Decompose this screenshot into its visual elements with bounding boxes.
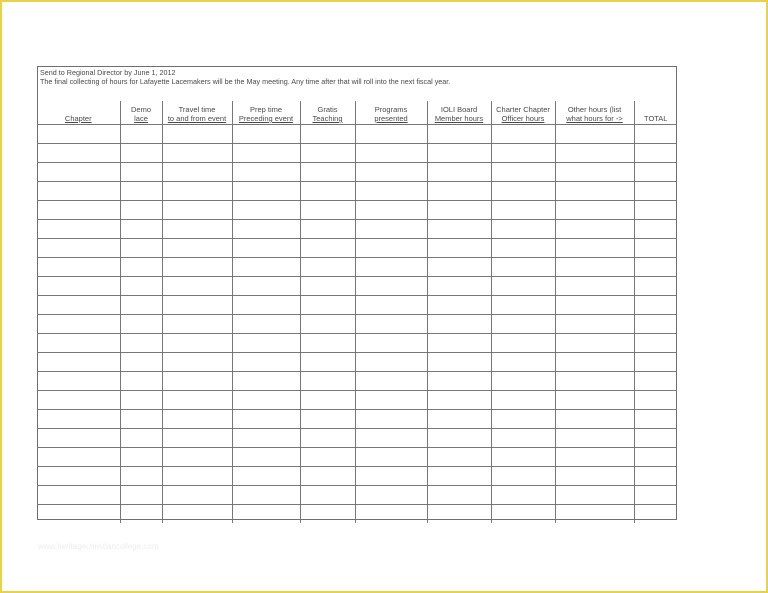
cell-travel-time[interactable] [162, 239, 232, 258]
col-header-demo-lace: Demo lace [120, 101, 162, 125]
table-row [37, 182, 677, 201]
watermark: www.heritagechristiancollege.com [38, 542, 159, 551]
cell-ioli-board[interactable] [427, 410, 491, 429]
cell-travel-time[interactable] [162, 163, 232, 182]
cell-gratis-teaching[interactable] [300, 315, 355, 334]
cell-prep-time[interactable] [232, 182, 300, 201]
cell-prep-time[interactable] [232, 277, 300, 296]
cell-programs-presented[interactable] [355, 334, 427, 353]
cell-chapter[interactable] [37, 353, 120, 372]
cell-programs-presented[interactable] [355, 296, 427, 315]
cell-demo-lace[interactable] [120, 334, 162, 353]
cell-ioli-board[interactable] [427, 429, 491, 448]
col-header-programs-presented: Programs presented [355, 101, 427, 125]
cell-prep-time[interactable] [232, 220, 300, 239]
cell-demo-lace[interactable] [120, 448, 162, 467]
cell-other-hours[interactable] [555, 429, 634, 448]
cell-charter-officer[interactable] [491, 239, 555, 258]
cell-ioli-board[interactable] [427, 334, 491, 353]
col-header-prep-time: Prep time Preceding event [232, 101, 300, 125]
cell-gratis-teaching[interactable] [300, 505, 355, 524]
cell-ioli-board[interactable] [427, 448, 491, 467]
cell-programs-presented[interactable] [355, 182, 427, 201]
cell-demo-lace[interactable] [120, 429, 162, 448]
cell-other-hours[interactable] [555, 391, 634, 410]
cell-ioli-board[interactable] [427, 239, 491, 258]
cell-ioli-board[interactable] [427, 125, 491, 144]
cell-other-hours[interactable] [555, 163, 634, 182]
cell-ioli-board[interactable] [427, 182, 491, 201]
col-header-ioli-board: IOLI Board Member hours [427, 101, 491, 125]
table-row [37, 163, 677, 182]
cell-chapter[interactable] [37, 258, 120, 277]
cell-gratis-teaching[interactable] [300, 182, 355, 201]
cell-charter-officer[interactable] [491, 182, 555, 201]
cell-other-hours[interactable] [555, 239, 634, 258]
cell-chapter[interactable] [37, 429, 120, 448]
cell-other-hours[interactable] [555, 258, 634, 277]
cell-gratis-teaching[interactable] [300, 201, 355, 220]
table-row [37, 125, 677, 144]
table-row [37, 505, 677, 524]
cell-charter-officer[interactable] [491, 220, 555, 239]
cell-travel-time[interactable] [162, 277, 232, 296]
col-header-chapter: Chapter [37, 101, 120, 125]
cell-programs-presented[interactable] [355, 391, 427, 410]
cell-total[interactable] [634, 505, 677, 524]
cell-total[interactable] [634, 353, 677, 372]
cell-chapter[interactable] [37, 277, 120, 296]
table-row [37, 391, 677, 410]
cell-gratis-teaching[interactable] [300, 467, 355, 486]
cell-other-hours[interactable] [555, 201, 634, 220]
cell-demo-lace[interactable] [120, 239, 162, 258]
cell-chapter[interactable] [37, 201, 120, 220]
cell-total[interactable] [634, 277, 677, 296]
cell-demo-lace[interactable] [120, 296, 162, 315]
hours-table-body [37, 125, 677, 524]
cell-charter-officer[interactable] [491, 201, 555, 220]
cell-gratis-teaching[interactable] [300, 486, 355, 505]
cell-prep-time[interactable] [232, 486, 300, 505]
cell-travel-time[interactable] [162, 144, 232, 163]
cell-charter-officer[interactable] [491, 353, 555, 372]
table-row [37, 486, 677, 505]
cell-total[interactable] [634, 258, 677, 277]
col-header-other-hours: Other hours (list what hours for -> [555, 101, 634, 125]
cell-chapter[interactable] [37, 125, 120, 144]
cell-ioli-board[interactable] [427, 372, 491, 391]
table-row [37, 334, 677, 353]
cell-charter-officer[interactable] [491, 486, 555, 505]
cell-charter-officer[interactable] [491, 144, 555, 163]
cell-chapter[interactable] [37, 144, 120, 163]
deadline-note: Send to Regional Director by June 1, 2012 [40, 68, 176, 77]
cell-prep-time[interactable] [232, 125, 300, 144]
cell-ioli-board[interactable] [427, 201, 491, 220]
cell-demo-lace[interactable] [120, 258, 162, 277]
cell-chapter[interactable] [37, 315, 120, 334]
cell-charter-officer[interactable] [491, 277, 555, 296]
cell-other-hours[interactable] [555, 182, 634, 201]
cell-demo-lace[interactable] [120, 144, 162, 163]
cell-prep-time[interactable] [232, 239, 300, 258]
hours-log-sheet [37, 66, 677, 520]
cell-demo-lace[interactable] [120, 467, 162, 486]
cell-gratis-teaching[interactable] [300, 372, 355, 391]
cell-ioli-board[interactable] [427, 486, 491, 505]
cell-ioli-board[interactable] [427, 220, 491, 239]
cell-prep-time[interactable] [232, 391, 300, 410]
cell-demo-lace[interactable] [120, 220, 162, 239]
cell-travel-time[interactable] [162, 201, 232, 220]
cell-charter-officer[interactable] [491, 258, 555, 277]
cell-chapter[interactable] [37, 391, 120, 410]
cell-travel-time[interactable] [162, 467, 232, 486]
cell-chapter[interactable] [37, 486, 120, 505]
cell-programs-presented[interactable] [355, 429, 427, 448]
cell-chapter[interactable] [37, 220, 120, 239]
cell-chapter[interactable] [37, 467, 120, 486]
cell-other-hours[interactable] [555, 125, 634, 144]
table-row [37, 410, 677, 429]
cell-gratis-teaching[interactable] [300, 391, 355, 410]
cell-ioli-board[interactable] [427, 258, 491, 277]
cell-programs-presented[interactable] [355, 258, 427, 277]
cell-total[interactable] [634, 163, 677, 182]
cell-demo-lace[interactable] [120, 353, 162, 372]
cell-demo-lace[interactable] [120, 163, 162, 182]
cell-prep-time[interactable] [232, 334, 300, 353]
cell-travel-time[interactable] [162, 410, 232, 429]
cell-other-hours[interactable] [555, 486, 634, 505]
cell-demo-lace[interactable] [120, 391, 162, 410]
cell-travel-time[interactable] [162, 220, 232, 239]
cell-programs-presented[interactable] [355, 220, 427, 239]
cell-other-hours[interactable] [555, 334, 634, 353]
cell-gratis-teaching[interactable] [300, 448, 355, 467]
cell-other-hours[interactable] [555, 220, 634, 239]
cell-demo-lace[interactable] [120, 201, 162, 220]
cell-demo-lace[interactable] [120, 182, 162, 201]
table-row [37, 239, 677, 258]
cell-prep-time[interactable] [232, 505, 300, 524]
cell-programs-presented[interactable] [355, 372, 427, 391]
table-row [37, 353, 677, 372]
cell-travel-time[interactable] [162, 334, 232, 353]
cell-gratis-teaching[interactable] [300, 258, 355, 277]
table-row [37, 296, 677, 315]
cell-demo-lace[interactable] [120, 315, 162, 334]
cell-gratis-teaching[interactable] [300, 410, 355, 429]
cell-gratis-teaching[interactable] [300, 277, 355, 296]
cell-gratis-teaching[interactable] [300, 125, 355, 144]
cell-gratis-teaching[interactable] [300, 163, 355, 182]
cell-charter-officer[interactable] [491, 334, 555, 353]
cell-total[interactable] [634, 201, 677, 220]
cell-programs-presented[interactable] [355, 505, 427, 524]
cell-programs-presented[interactable] [355, 315, 427, 334]
cell-demo-lace[interactable] [120, 410, 162, 429]
cell-charter-officer[interactable] [491, 429, 555, 448]
cell-charter-officer[interactable] [491, 372, 555, 391]
cell-travel-time[interactable] [162, 182, 232, 201]
cell-other-hours[interactable] [555, 296, 634, 315]
cell-prep-time[interactable] [232, 296, 300, 315]
cell-programs-presented[interactable] [355, 353, 427, 372]
cell-charter-officer[interactable] [491, 505, 555, 524]
cell-travel-time[interactable] [162, 296, 232, 315]
cell-travel-time[interactable] [162, 391, 232, 410]
cell-demo-lace[interactable] [120, 277, 162, 296]
cell-total[interactable] [634, 372, 677, 391]
cell-charter-officer[interactable] [491, 296, 555, 315]
cell-travel-time[interactable] [162, 448, 232, 467]
cell-gratis-teaching[interactable] [300, 220, 355, 239]
col-header-total: TOTAL [634, 101, 677, 125]
cell-total[interactable] [634, 410, 677, 429]
cell-prep-time[interactable] [232, 353, 300, 372]
table-row [37, 277, 677, 296]
cell-total[interactable] [634, 429, 677, 448]
cell-total[interactable] [634, 315, 677, 334]
cell-total[interactable] [634, 391, 677, 410]
table-row [37, 467, 677, 486]
col-header-travel-time: Travel time to and from event [162, 101, 232, 125]
cell-other-hours[interactable] [555, 448, 634, 467]
cell-programs-presented[interactable] [355, 486, 427, 505]
table-row [37, 448, 677, 467]
cell-programs-presented[interactable] [355, 410, 427, 429]
table-row [37, 372, 677, 391]
cell-travel-time[interactable] [162, 505, 232, 524]
cell-prep-time[interactable] [232, 410, 300, 429]
cell-charter-officer[interactable] [491, 448, 555, 467]
cell-other-hours[interactable] [555, 277, 634, 296]
cell-chapter[interactable] [37, 163, 120, 182]
table-row [37, 201, 677, 220]
cell-total[interactable] [634, 144, 677, 163]
cell-other-hours[interactable] [555, 144, 634, 163]
cell-chapter[interactable] [37, 296, 120, 315]
cell-charter-officer[interactable] [491, 467, 555, 486]
col-header-charter-officer: Charter Chapter Officer hours [491, 101, 555, 125]
cell-chapter[interactable] [37, 334, 120, 353]
table-row [37, 429, 677, 448]
cell-other-hours[interactable] [555, 467, 634, 486]
cell-ioli-board[interactable] [427, 391, 491, 410]
cell-total[interactable] [634, 125, 677, 144]
cell-travel-time[interactable] [162, 372, 232, 391]
cell-ioli-board[interactable] [427, 353, 491, 372]
cell-chapter[interactable] [37, 448, 120, 467]
cell-total[interactable] [634, 467, 677, 486]
cell-programs-presented[interactable] [355, 277, 427, 296]
cell-total[interactable] [634, 334, 677, 353]
cell-prep-time[interactable] [232, 163, 300, 182]
cell-gratis-teaching[interactable] [300, 239, 355, 258]
cell-ioli-board[interactable] [427, 277, 491, 296]
cell-other-hours[interactable] [555, 315, 634, 334]
cell-demo-lace[interactable] [120, 372, 162, 391]
cell-travel-time[interactable] [162, 258, 232, 277]
cell-prep-time[interactable] [232, 258, 300, 277]
cell-programs-presented[interactable] [355, 125, 427, 144]
cell-other-hours[interactable] [555, 372, 634, 391]
cell-programs-presented[interactable] [355, 448, 427, 467]
cell-total[interactable] [634, 239, 677, 258]
cell-ioli-board[interactable] [427, 163, 491, 182]
table-row [37, 220, 677, 239]
cell-prep-time[interactable] [232, 429, 300, 448]
cell-travel-time[interactable] [162, 486, 232, 505]
cell-chapter[interactable] [37, 410, 120, 429]
cell-other-hours[interactable] [555, 410, 634, 429]
cell-charter-officer[interactable] [491, 410, 555, 429]
table-row [37, 315, 677, 334]
cell-gratis-teaching[interactable] [300, 296, 355, 315]
cell-charter-officer[interactable] [491, 315, 555, 334]
cell-total[interactable] [634, 182, 677, 201]
cell-demo-lace[interactable] [120, 125, 162, 144]
cell-total[interactable] [634, 220, 677, 239]
cell-ioli-board[interactable] [427, 505, 491, 524]
cell-other-hours[interactable] [555, 353, 634, 372]
cell-travel-time[interactable] [162, 315, 232, 334]
collection-note: The final collecting of hours for Lafayette Lacemakers will be the May meeting. Any time after that will roll into the next fiscal year. [40, 77, 451, 86]
cell-charter-officer[interactable] [491, 391, 555, 410]
table-row [37, 144, 677, 163]
cell-programs-presented[interactable] [355, 467, 427, 486]
cell-prep-time[interactable] [232, 144, 300, 163]
cell-travel-time[interactable] [162, 353, 232, 372]
cell-prep-time[interactable] [232, 448, 300, 467]
cell-chapter[interactable] [37, 182, 120, 201]
cell-charter-officer[interactable] [491, 163, 555, 182]
hours-table [37, 101, 677, 523]
cell-programs-presented[interactable] [355, 239, 427, 258]
cell-ioli-board[interactable] [427, 144, 491, 163]
cell-chapter[interactable] [37, 505, 120, 524]
cell-gratis-teaching[interactable] [300, 429, 355, 448]
cell-total[interactable] [634, 486, 677, 505]
cell-other-hours[interactable] [555, 505, 634, 524]
cell-prep-time[interactable] [232, 315, 300, 334]
cell-demo-lace[interactable] [120, 486, 162, 505]
cell-charter-officer[interactable] [491, 125, 555, 144]
cell-programs-presented[interactable] [355, 144, 427, 163]
cell-prep-time[interactable] [232, 201, 300, 220]
table-row [37, 258, 677, 277]
cell-travel-time[interactable] [162, 429, 232, 448]
cell-total[interactable] [634, 448, 677, 467]
cell-chapter[interactable] [37, 239, 120, 258]
cell-ioli-board[interactable] [427, 296, 491, 315]
col-header-gratis-teaching: Gratis Teaching [300, 101, 355, 125]
cell-ioli-board[interactable] [427, 467, 491, 486]
cell-gratis-teaching[interactable] [300, 353, 355, 372]
cell-chapter[interactable] [37, 372, 120, 391]
cell-travel-time[interactable] [162, 125, 232, 144]
cell-ioli-board[interactable] [427, 315, 491, 334]
cell-programs-presented[interactable] [355, 201, 427, 220]
header-row [37, 101, 677, 125]
cell-programs-presented[interactable] [355, 163, 427, 182]
cell-gratis-teaching[interactable] [300, 144, 355, 163]
cell-prep-time[interactable] [232, 372, 300, 391]
cell-demo-lace[interactable] [120, 505, 162, 524]
cell-total[interactable] [634, 296, 677, 315]
cell-prep-time[interactable] [232, 467, 300, 486]
cell-gratis-teaching[interactable] [300, 334, 355, 353]
